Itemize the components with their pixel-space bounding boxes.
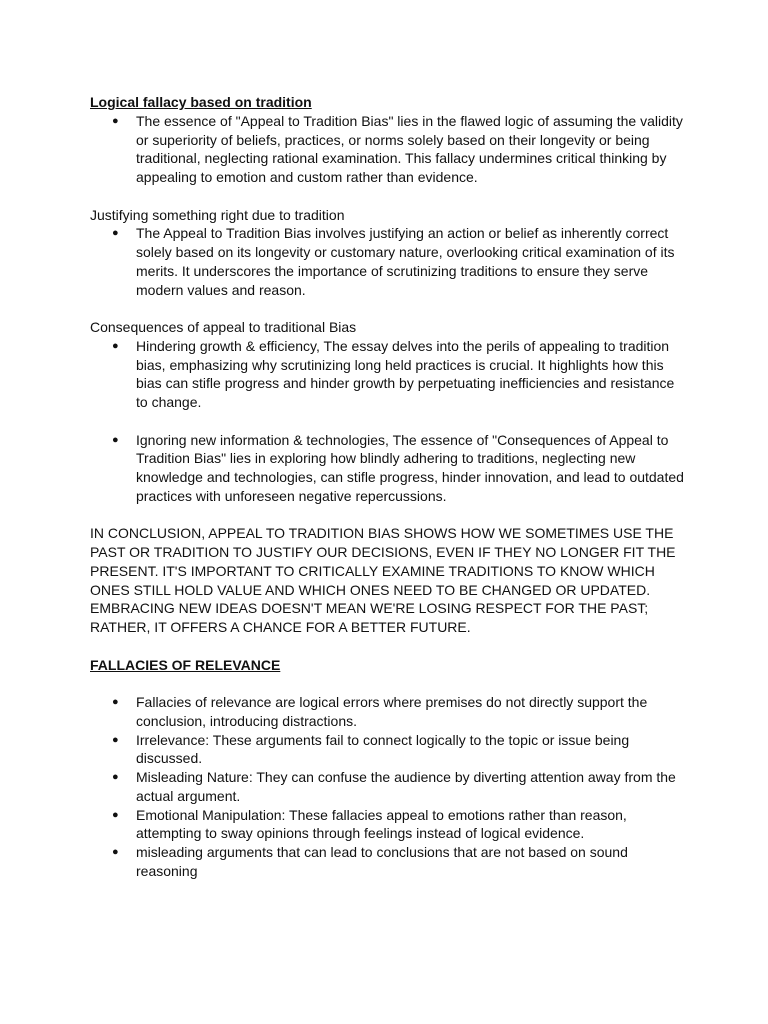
spacer [90, 674, 688, 693]
bullet-list [90, 112, 688, 187]
list-item: ● Fallacies of relevance are logical errors where premises do not directly support the conclusion, introducing distractions. [90, 693, 688, 731]
section-heading-relevance: FALLACIES OF RELEVANCE [90, 656, 281, 673]
spacer [90, 637, 688, 656]
list-item: ● The Appeal to Tradition Bias involves justifying an action or belief as inherently correct solely based on its longevity or customary nature, overlooking critical examination of its merits. It underscores the importance of scrutinizing traditions to ensure they serve modern values and reason. [90, 224, 688, 299]
bullet-list [90, 224, 688, 299]
list-item: ● The essence of "Appeal to Tradition Bias" lies in the flawed logic of assuming the validity or superiority of beliefs, practices, or norms solely based on their longevity or being traditional, neglecting rational examination. This fallacy undermines critical thinking by appealing to emotion and custom rather than evidence. [90, 112, 688, 187]
list-item: ● Hindering growth & efficiency, The essay delves into the perils of appealing to tradition bias, emphasizing why scrutinizing long held practices is crucial. It highlights how this bias can stifle progress and hinder growth by perpetuating inefficiencies and resistance to change. [90, 337, 688, 412]
list-item: ● Irrelevance: These arguments fail to connect logically to the topic or issue being discussed. [90, 731, 688, 769]
bullet-list [90, 693, 688, 881]
spacer [90, 506, 688, 525]
section-heading-consequences: Consequences of appeal to traditional Bias [90, 319, 357, 335]
section-heading-tradition: Logical fallacy based on tradition [90, 94, 312, 110]
list-item: ● Emotional Manipulation: These fallacies appeal to emotions rather than reason, attempting to sway opinions through feelings instead of logical evidence. [90, 806, 688, 844]
list-item: ● Ignoring new information & technologies, The essence of "Consequences of Appeal to Tradition Bias" lies in exploring how blindly adhering to traditions, neglecting new knowledge and technologies, can stifle progress, hinder innovation, and lead to outdated practices with unforeseen negative repercussions. [90, 431, 688, 506]
list-item: ● misleading arguments that can lead to conclusions that are not based on sound reasoning [90, 843, 688, 881]
spacer [90, 187, 688, 206]
spacer [90, 299, 688, 318]
bullet-list [90, 431, 688, 506]
list-item: ● Misleading Nature: They can confuse the audience by diverting attention away from the actual argument. [90, 768, 688, 806]
bullet-list [90, 337, 688, 412]
section-heading-justifying: Justifying something right due to tradition [90, 206, 345, 223]
spacer [90, 412, 688, 431]
conclusion-paragraph: IN CONCLUSION, APPEAL TO TRADITION BIAS SHOWS HOW WE SOMETIMES USE THE PAST OR TRADITION TO JUSTIFY OUR DECISIONS, EVEN IF THEY NO LONGER FIT THE PRESENT. IT'S IMPORTANT TO CRITICALLY EXAMINE TRADITIONS TO KNOW WHICH ONES STILL HOLD VALUE AND WHICH ONES NEED TO BE CHANGED OR UPDATED. EMBRACING NEW IDEAS DOESN'T MEAN WE'RE LOSING RESPECT FOR THE PAST; RATHER, IT OFFERS A CHANCE FOR A BETTER FUTURE. [90, 525, 676, 635]
